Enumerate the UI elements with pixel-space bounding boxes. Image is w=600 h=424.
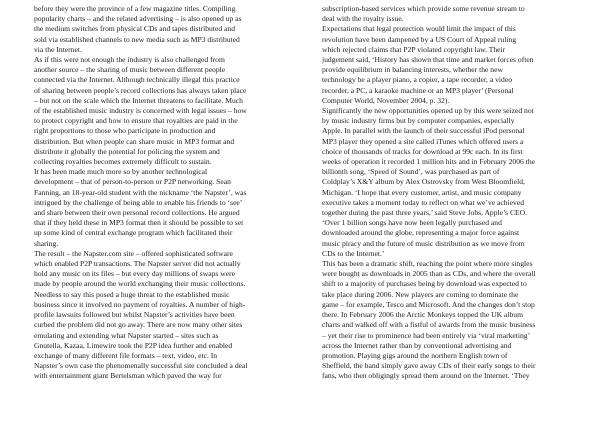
text-line: subscription-based services which provide some revenue stream to	[322, 4, 525, 13]
text-line: choice of thousands of tracks for download at 99c each. In its first	[322, 146, 523, 156]
text-line: Needless to say this posed a huge threat to the established music	[34, 289, 230, 299]
text-line: together during the past three years,’ said Steve Jobs, Apple’s CEO.	[322, 208, 528, 218]
text-line: which rejected claims that P2P violated copyright law. Their	[322, 44, 506, 54]
text-line: revolution have been dampened by a US Court of Appeal ruling	[322, 34, 517, 44]
text-line: the medium switches from physical CDs and tapes distributed and	[34, 24, 235, 34]
text-line: Sheffield, the band simply gave away CDs of their early songs to their	[322, 361, 536, 371]
text-line: distribute it globally the potential for policing the system and	[34, 146, 220, 156]
text-line: up some kind of central exchange program which facilitated their	[34, 228, 233, 238]
text-line: of sharing between people’s record collections has always taken place	[34, 85, 247, 95]
text-line: via the Internet.	[34, 44, 82, 54]
text-line: Apple. In parallel with the launch of their successful iPod personal	[322, 126, 525, 136]
text-line: exchange of many different file formats – text, video, etc. In	[34, 350, 218, 360]
text-line: – yet their rise to prominence had been entirely via ‘viral marketing’	[322, 330, 531, 340]
text-line: billionth song, ‘Speed of Sound’, was purchased as part of	[322, 167, 500, 177]
text-line: CDs to the Internet.’	[322, 248, 385, 258]
text-line: business since it involved no payment of royalties. A number of high-	[34, 299, 246, 309]
right-page-column	[322, 4, 584, 382]
text-line: recorder, a PC, a karaoke machine or an MP3 player’ (Personal	[322, 85, 514, 95]
text-line: by music industry firms but by computer companies, especially	[322, 116, 515, 126]
text-line: sold via established channels to new media such as MP3 distributed	[34, 34, 240, 44]
text-line: Coldplay’s X&Y album by Alex Ostrovsky from West Bloomfield,	[322, 177, 525, 187]
text-line: which enabled P2P transactions. The Napster server did not actually	[34, 259, 241, 269]
text-line: Computer World, November 2004, p. 32).	[322, 95, 450, 105]
text-line: ‘Over 1 billion songs have now been legally purchased and	[322, 218, 502, 228]
text-line: It has been made much more so by another technological	[34, 167, 208, 177]
text-line: shift to a majority of purchases being by download was expected to	[322, 279, 527, 289]
text-line: intrigued by the challenge of being able to enable his friends to ‘see’	[34, 197, 243, 207]
text-line: across the Internet rather than by conventional advertising and	[322, 340, 512, 350]
text-line: Fanning, an 18-year-old student with the nickname ‘the Napster’, was	[34, 187, 247, 197]
text-line: popularity charts – and the related advertising – is also opened up as	[34, 14, 242, 24]
text-line: that if they held these in MP3 format then it should be possible to set	[34, 218, 244, 228]
text-line: another source – the sharing of music between different people	[34, 65, 226, 75]
text-line: right proportions to those who participate in production and	[34, 126, 216, 136]
text-line: MP3 player they opened a site called iTunes which offered users a	[322, 136, 524, 146]
text-line: emulating and extending what Napster started – sites such as	[34, 330, 219, 340]
text-line: of the established music industry is concerned with legal issues – how	[34, 106, 247, 116]
left-page-column	[34, 4, 296, 382]
text-line: judgement said, ‘History has shown that time and market forces often	[322, 55, 534, 65]
text-line: were bought as downloads in 2005 than as CDs, and where the overall	[322, 269, 536, 279]
text-line: profile lawsuits followed but whilst Napster’s activities have been	[34, 310, 235, 320]
text-line: before they were the province of a few magazine titles. Compiling	[34, 4, 236, 13]
text-line: weeks of operation it recorded 1 million hits and in February 2006 the	[322, 157, 535, 167]
text-line: collecting royalties becomes extremely difficult to sustain.	[34, 157, 212, 167]
text-line: deal with the royalty issue.	[322, 14, 404, 24]
text-line: fans, who then obligingly spread them around on the Internet. ‘They	[322, 371, 530, 381]
text-line: game – for example, Tesco and Microsoft. And the changes don’t stop	[322, 299, 535, 309]
text-line: promotion. Playing gigs around the northern English town of	[322, 350, 508, 360]
text-line: charts and walked off with a fistful of awards from the music business	[322, 320, 536, 330]
text-line: Michigan. ‘I hope that every customer, artist, and music company	[322, 187, 522, 197]
text-line: Significantly the new opportunities opened up by this were seized not	[322, 106, 534, 116]
text-line: curbed the problem did not go away. There are now many other sites	[34, 320, 243, 330]
text-line: Expectations that legal protection would limit the impact of this	[322, 24, 516, 34]
text-line: – but not on the scale which the Internet threatens to facilitate. Much	[34, 95, 243, 105]
text-line: hold any music on its files – but every day millions of swaps were	[34, 269, 235, 279]
text-line: with entertainment giant Bertelsman which paved the way for	[34, 371, 222, 381]
text-line: Napster’s own case the phenomenally successful site concluded a deal	[34, 361, 248, 371]
text-line: Gnutella, Kazaa, Limewire took the P2P idea further and enabled	[34, 340, 233, 350]
text-line: The result – the Napster.com site – offered sophisticated software	[34, 248, 233, 258]
text-line: music piracy and the future of music distribution as we move from	[322, 238, 525, 248]
text-line: technology be a player piano, a copier, a tape recorder, a video	[322, 75, 512, 85]
text-line: take place during 2006. New players are coming to dominate the	[322, 289, 519, 299]
text-line: downloaded around the globe, representing a major force against	[322, 228, 520, 238]
text-line: made by people around the world exchanging their music collections.	[34, 279, 246, 289]
text-line: distribution. But when people can share music in MP3 format and	[34, 136, 235, 146]
text-line: development – that of person-to-person or P2P networking. Sean	[34, 177, 231, 187]
text-line: connected via the Internet. Although technically illegal this practice	[34, 75, 240, 85]
text-line: This has been a dramatic shift, reaching the point where more singles	[322, 259, 533, 269]
text-line: there. In February 2006 the Arctic Monkeys topped the UK album	[322, 310, 523, 320]
text-line: As if this were not enough the industry is also challenged from	[34, 55, 225, 65]
text-line: executive takes a moment today to reflect on what we’ve achieved	[322, 197, 524, 207]
text-line: provide equilibrium in balancing interests, whether the new	[322, 65, 503, 75]
text-line: sharing.	[34, 238, 59, 248]
text-line: and share between their own personal record collections. He argued	[34, 208, 240, 218]
text-line: to protect copyright and how to ensure that royalties are paid in the	[34, 116, 238, 126]
